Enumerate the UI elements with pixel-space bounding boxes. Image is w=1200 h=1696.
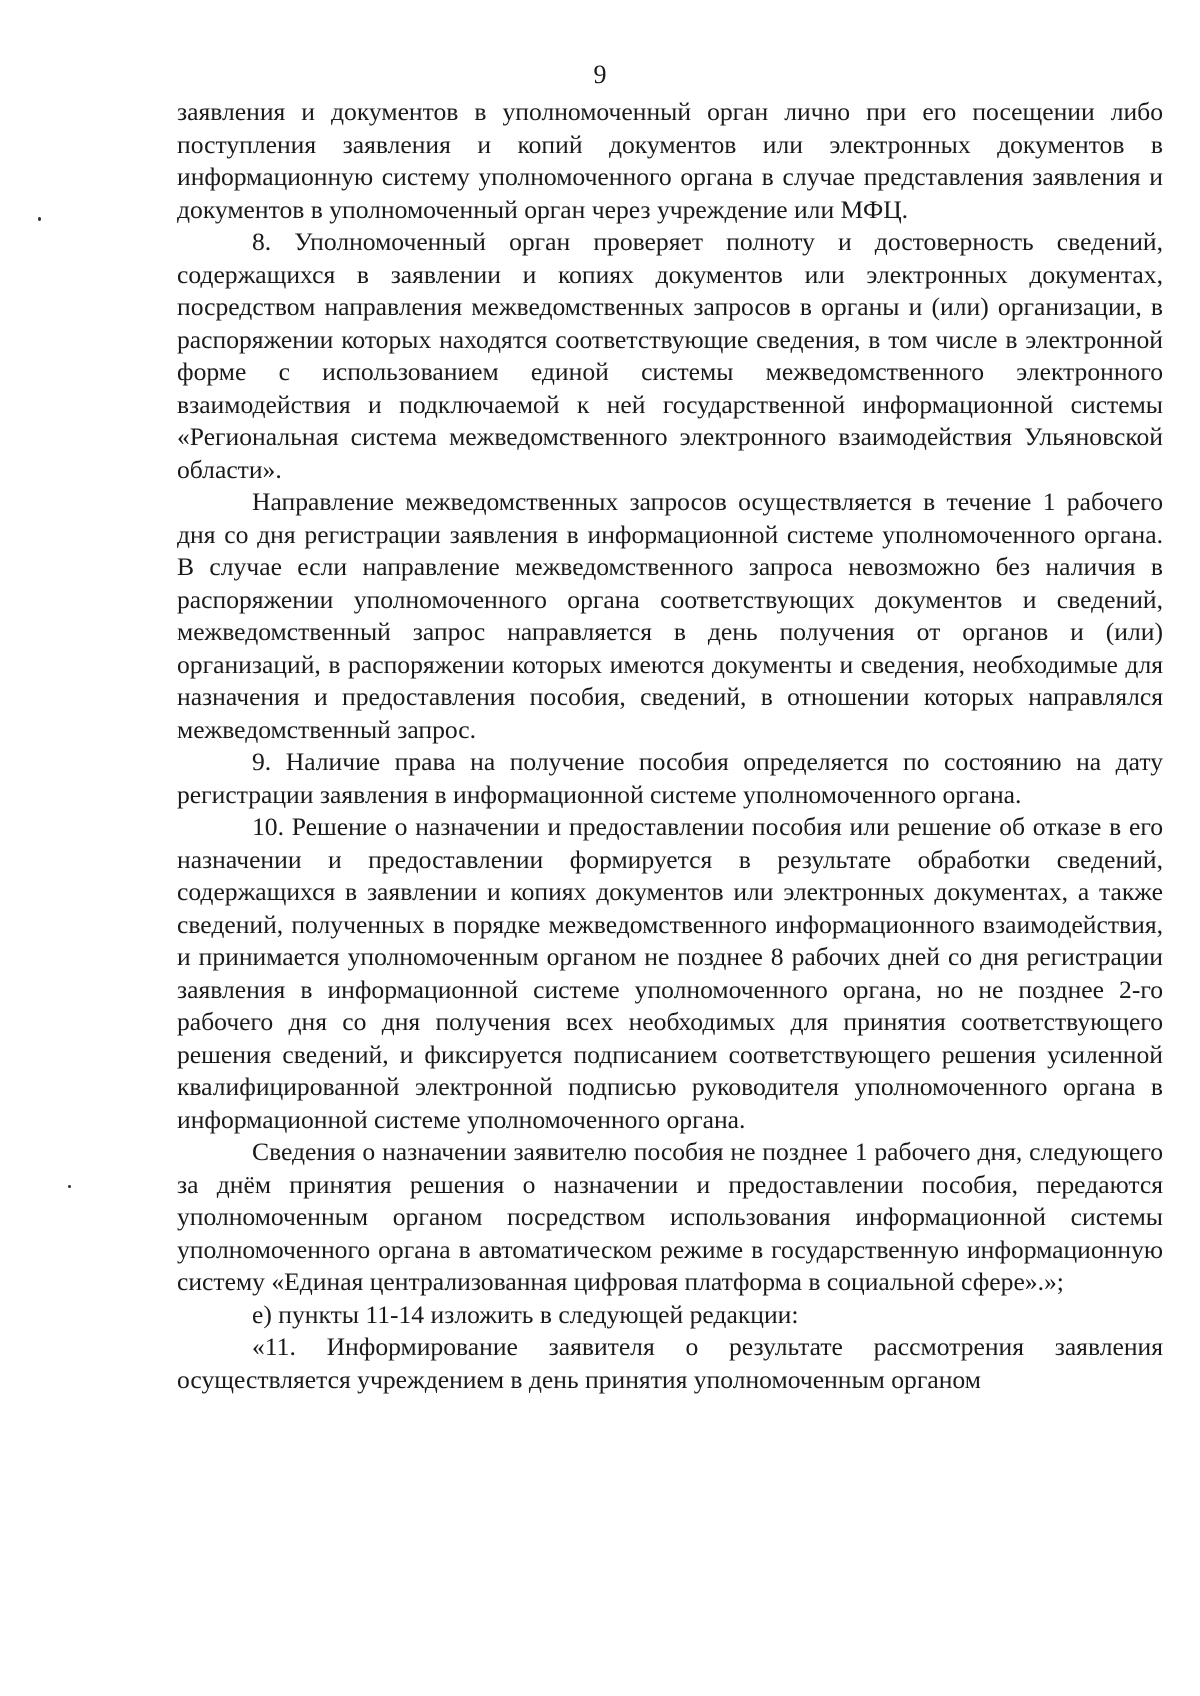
paragraph-benefit-info-transfer: Сведения о назначении заявителю пособия не позднее 1 рабочего дня, следующего за днём принятия решения о назначении и предоставлении пособия, передаются уполномоченным органом посредством использования информационной системы уполномоченного органа в автоматическом режиме в государственную информационную систему «Единая централизованная цифровая платформа в социальной сфере».»; xyxy=(177,1137,1163,1296)
paragraph-item-8: 8. Уполномоченный орган проверяет полноту и достоверность сведений, содержащихся в заявлении и копиях документов или электронных документах, посредством направления межведомственных запросов в органы и (или) организации, в распоряжении которых находятся соответствующие сведения, в том числе в электронной форме с использованием единой системы межведомственного электронного взаимодействия и подключаемой к ней государственной информационной системы «Региональная система межведомственного электронного взаимодействия Ульяновской области». xyxy=(177,227,1163,484)
scan-speck xyxy=(68,1185,71,1188)
paragraph-interagency-requests: Направление межведомственных запросов осуществляется в течение 1 рабочего дня со дня регистрации заявления в информационной системе уполномоченного органа. В случае если направление межведомственного запроса невозможно без наличия в распоряжении уполномоченного органа соответствующих документов и сведений, межведомственный запрос направляется в день получения от органов и (или) организаций, в распоряжении которых имеются документы и сведения, необходимые для назначения и предоставления пособия, сведений, в отношении которых направлялся межведомственный запрос. xyxy=(177,487,1163,744)
paragraph-item-11: «11. Информирование заявителя о результате рассмотрения заявления осуществляется учреждением в день принятия уполномоченным органом xyxy=(177,1332,1163,1394)
paragraph-continuation: заявления и документов в уполномоченный орган лично при его посещении либо поступления заявления и копий документов или электронных документов в информационную систему уполномоченного органа в случае представления заявления и документов в уполномоченный орган через учреждение или МФЦ. xyxy=(177,97,1163,224)
paragraph-item-9: 9. Наличие права на получение пособия определяется по состоянию на дату регистрации заявления в информационной системе уполномоченного органа. xyxy=(177,747,1163,809)
page-number: 9 xyxy=(593,60,607,89)
scan-speck xyxy=(38,217,41,221)
paragraph-item-10: 10. Решение о назначении и предоставлении пособия или решение об отказе в его назначении и предоставлении формируется в результате обработки сведений, содержащихся в заявлении и копиях документов или электронных документах, а также сведений, полученных в порядке межведомственного информационного взаимодействия, и принимается уполномоченным органом не позднее 8 рабочих дней со дня регистрации заявления в информационной системе уполномоченного органа, но не позднее 2-го рабочего дня со дня получения всех необходимых для принятия соответствующего решения сведений, и фиксируется подписанием соответствующего решения усиленной квалифицированной электронной подписью руководителя уполномоченного органа в информационной системе уполномоченного органа. xyxy=(177,812,1163,1134)
paragraph-amendment-e: е) пункты 11-14 изложить в следующей редакции: xyxy=(252,1299,799,1329)
document-body xyxy=(177,96,1163,1396)
